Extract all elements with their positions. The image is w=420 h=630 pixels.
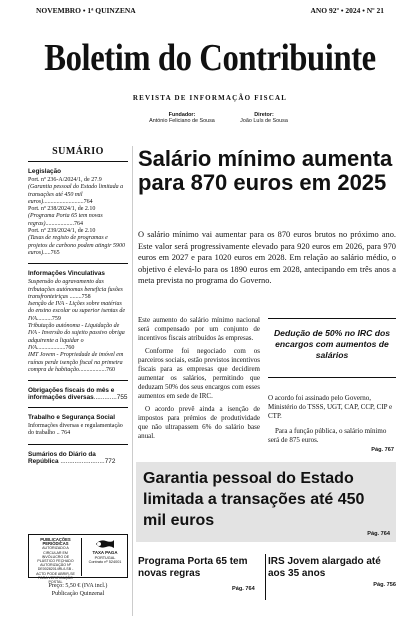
summary-entry-obrigacoes[interactable] <box>28 387 128 401</box>
entry-page: ...................760 <box>36 344 75 351</box>
divider <box>28 407 128 408</box>
postage-contract: Contrato nº 524001 <box>88 559 122 564</box>
divider <box>28 444 128 445</box>
founder-name: António Feliciano de Sousa <box>149 118 215 124</box>
issue-line <box>36 6 384 18</box>
entry-desc: (Taxas de registo de programas e projetos de carbono podem atingir 5900 euros) <box>28 235 125 256</box>
entry-desc: Tributação autónoma - Liquidação de IVA - Inversão do sujeito passivo obriga adquirente a liquidar o IVA <box>28 323 125 351</box>
article-column-1 <box>138 316 260 445</box>
masthead-subtitle: REVISTA DE INFORMAÇÃO FISCAL <box>132 94 288 102</box>
summary-entry[interactable] <box>28 352 128 374</box>
entry-page: ..................760 <box>79 366 115 373</box>
permit-title: PUBLICAÇÕES PERIÓDICAS <box>40 537 71 547</box>
director-label: Diretor: <box>254 112 274 118</box>
postage-country: PORTUGAL <box>94 555 116 560</box>
pull-quote: Dedução de 50% no IRC dos encargos com aumentos de salários <box>268 318 396 378</box>
summary-entry[interactable] <box>28 279 128 301</box>
issue-number: ANO 92º • 2024 • Nº 21 <box>310 6 384 15</box>
summary-entry[interactable] <box>28 423 128 438</box>
entry-desc: Isenção de IVA - Lições sobre matérias do ensino escolar ou superior isentas de IVA <box>28 301 125 322</box>
founder-label: Fundador: <box>168 112 196 118</box>
summary-entry[interactable] <box>28 323 128 352</box>
entry-text: Informações diversas e regulamentação do trabalho <box>28 423 123 437</box>
entry-page: .........................772 <box>58 457 116 465</box>
entry-desc: (Programa Porta 65 tem novas regras) <box>28 213 103 227</box>
article-lede: O salário mínimo vai aumentar para os 870 euros brutos no próximo ano. Este valor será progressivamente elevado para 920 euros em 2026, para 970 euros em 2027 e para 1020 euros em 2028. Em relação ao salário médio, o objetivo é elevá-lo para os 1890 euros em 2028, antecipando em três anos a meta prevista no programa do Governo. <box>138 230 396 286</box>
entry-page: ........758 <box>68 293 91 300</box>
summary-entry[interactable] <box>28 228 128 257</box>
periodicity: Publicação Quinzenal <box>51 591 105 597</box>
summary-sidebar <box>28 146 128 616</box>
paragraph: Este aumento do salário mínimo nacional será compensado por um conjunto de incentivos fiscais atribuídos às empresas. <box>138 316 260 342</box>
paragraph: Conforme foi negociado com os parceiros sociais, estão previstos incentivos fiscais para as empresas que decidirem aumentar os salários, permitindo que deduzam 50% dos seus encargos com esses aumentos em sede de IRC. <box>138 347 260 400</box>
paragraph: O acordo prevê ainda a isenção de impostos para prémios de produtividade que não ultrapassem 6% do salário base anual. <box>138 405 260 440</box>
entry-ref: Port. nº 239/2024/1, de 2.10 <box>28 228 96 235</box>
price-info <box>28 582 128 598</box>
permit-body: AUTORIZADO A CIRCULAR EM INVÓLUCRO DE PLÁSTICO FECHADO AUTORIZAÇÃO Nº DE00282014RL/LSB - ACTD PODE ABRIR-SE PARA VERIFICAÇÃO POSTAL <box>36 546 75 585</box>
director-credit <box>214 112 314 124</box>
summary-title: SUMÁRIO <box>28 146 128 162</box>
section-heading-legislacao: Legislação <box>28 168 62 175</box>
summary-entry[interactable] <box>28 206 128 228</box>
summary-entry[interactable] <box>28 301 128 323</box>
entry-desc: (Garantia pessoal do Estado limitada a transações até 450 mil euros) <box>28 184 124 205</box>
story-headline-porta65[interactable]: Programa Porta 65 tem novas regras <box>138 556 248 579</box>
section-heading-trabalho: Trabalho e Segurança Social <box>28 414 116 422</box>
paragraph: Para a função pública, o salário mínimo será de 875 euros. <box>268 427 387 444</box>
bottom-stories <box>138 556 398 616</box>
entry-page: .............755 <box>93 394 128 402</box>
entry-desc: Suspensão do agravamento das tributações autónomas beneficia fusões transfronteiriças <box>28 279 123 300</box>
postal-permit <box>28 534 128 585</box>
page-ref[interactable]: Pág. 767 <box>371 447 394 453</box>
article-column-2 <box>268 394 396 451</box>
feature-headline: Garantia pessoal do Estado limitada a transações até 450 mil euros <box>143 470 365 529</box>
page-ref: Pág. 756 <box>373 582 396 588</box>
divider <box>28 263 128 264</box>
summary-entry[interactable] <box>28 177 128 206</box>
entry-page: .....765 <box>43 249 60 256</box>
entry-page: ..........759 <box>36 315 61 322</box>
feature-box[interactable] <box>136 462 396 542</box>
permit-divider <box>81 538 82 576</box>
page-ref: Pág. 764 <box>367 531 390 537</box>
postage-paid <box>84 538 126 564</box>
director-name: João Luís de Sousa <box>240 118 288 124</box>
entry-page: .. 764 <box>55 430 71 437</box>
issue-date: NOVEMBRO • 1ª QUINZENA <box>36 6 136 15</box>
postage-title: TAXA PAGA <box>92 550 118 556</box>
section-heading-vinculativas: Informações Vinculativas <box>28 270 105 278</box>
permit-text <box>33 538 78 584</box>
entry-desc: IMT Jovem - Propriedade de imóvel em ruínas perde isenção fiscal na primeira compra de habitação <box>28 352 124 373</box>
entry-ref: Port. nº 236-A/2024/1, de 27.9 <box>28 177 102 183</box>
summary-entry-sumarios[interactable] <box>28 451 128 465</box>
masthead-title: Boletim do Contribuinte <box>44 37 376 79</box>
story-headline-irs-jovem[interactable]: IRS Jovem alargado até aos 35 anos <box>268 556 381 579</box>
divider <box>28 380 128 381</box>
price: Preço: 5,50 € (IVA incl.) <box>48 583 108 589</box>
main-headline[interactable]: Salário mínimo aumenta para 870 euros em 2025 <box>138 146 393 195</box>
entry-page: ...........................764 <box>43 198 93 205</box>
column-rule <box>265 554 266 600</box>
entry-text: Obrigações fiscais do mês e informações diversas <box>28 387 115 402</box>
column-rule <box>132 146 133 616</box>
page-ref: Pág. 764 <box>232 586 255 592</box>
paragraph: O acordo foi assinado pelo Governo, Ministério do TSSS, UGT, CAP, CCP, CIP e CTP. <box>268 394 393 420</box>
post-horn-icon <box>94 538 116 550</box>
entry-page: ...................764 <box>45 220 83 227</box>
entry-ref: Port. nº 238/2024/1, de 2.10 <box>28 206 96 213</box>
entry-text: Sumários do Diário da República <box>28 450 96 465</box>
